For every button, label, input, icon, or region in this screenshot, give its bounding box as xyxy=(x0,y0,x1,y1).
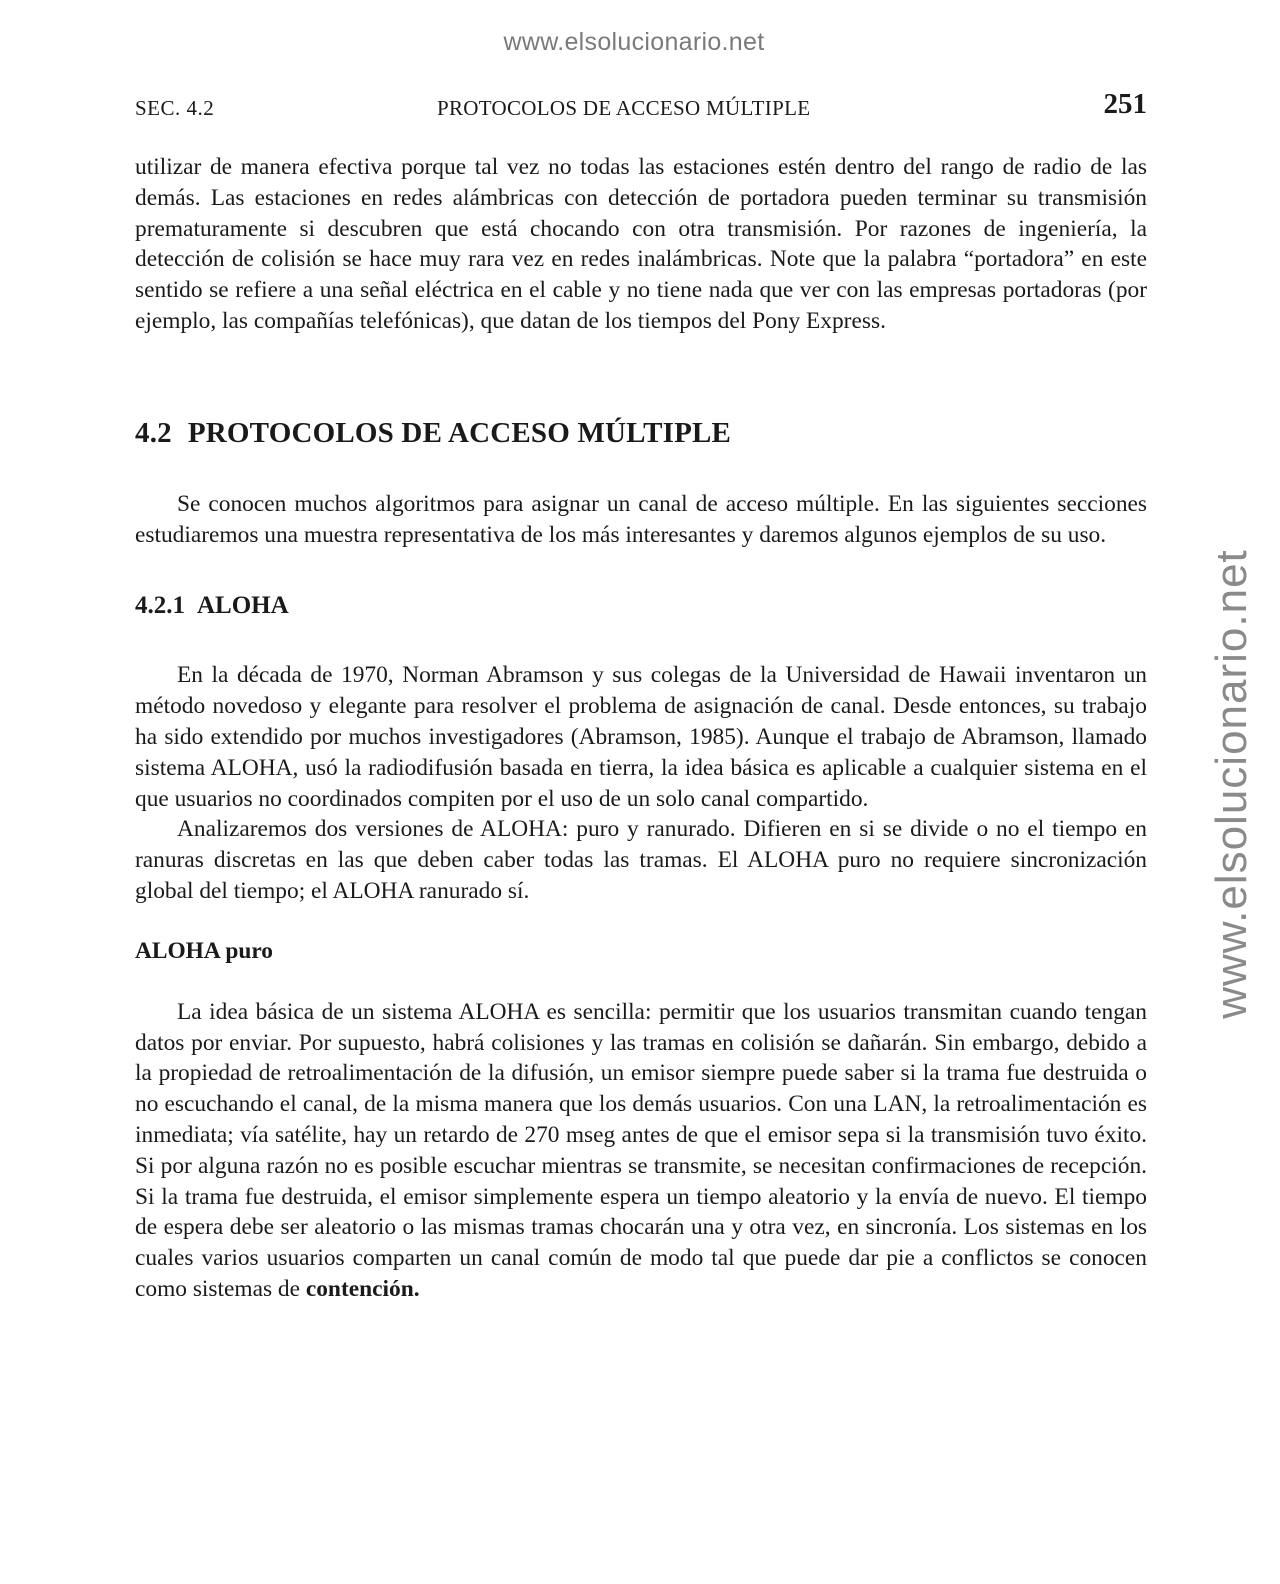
intro-paragraph: utilizar de manera efectiva porque tal vez no todas las estaciones estén dentro del rango de radio de las demás. Las estaciones en redes alámbricas con detección de portadora pueden terminar su transmisión prematuramente si descubren que está chocando con otra transmisión. Por razones de ingeniería, la detección de colisión se hace muy rara vez en redes inalámbricas. Note que la palabra “portadora” en este sentido se refiere a una señal eléctrica en el cable y no tiene nada que ver con las empresas portadoras (por ejemplo, las compañías telefónicas), que datan de los tiempos del Pony Express. xyxy=(135,154,1147,334)
aloha-paragraph-1: En la década de 1970, Norman Abramson y sus colegas de la Universidad de Hawaii inventaron un método novedoso y elegante para resolver el problema de asignación de canal. Desde entonces, su trabajo ha sido extendido por muchos investigadores (Abramson, 1985). Aunque el trabajo de Abramson, llamado sistema ALOHA, usó la radiodifusión basada en tierra, la idea básica es aplicable a cualquier sistema en el que usuarios no coordinados compiten por el uso de un solo canal compartido. xyxy=(135,662,1147,812)
watermark-side: www.elsolucionario.net xyxy=(1207,549,1256,1019)
term-contencion: contención. xyxy=(305,1275,420,1302)
running-head xyxy=(135,88,1147,124)
watermark-top: www.elsolucionario.net xyxy=(503,28,765,56)
running-head-title: PROTOCOLOS DE ACCESO MÚLTIPLE xyxy=(437,96,811,120)
aloha-puro-text: La idea básica de un sistema ALOHA es sencilla: permitir que los usuarios transmitan cuando tengan datos por enviar. Por supuesto, habrá colisiones y las tramas en colisión se dañarán. Sin embargo, debido a la propiedad de retroalimentación de la difusión, un emisor siempre puede saber si la trama fue destruida o no escuchando el canal, de la misma manera que los demás usuarios. Con una LAN, la retroalimentación es inmediata; vía satélite, hay un retardo de 270 mseg antes de que el emisor sepa si la transmisión tuvo éxito. Si por alguna razón no es posible escuchar mientras se transmite, se necesitan confirmaciones de recepción. Si la trama fue destruida, el emisor simplemente espera un tiempo aleatorio y la envía de nuevo. El tiempo de espera debe ser aleatorio o las mismas tramas chocarán una y otra vez, en sincronía. Los sistemas en los cuales varios usuarios comparten un canal común de modo tal que puede dar pie a conflictos se conocen como sistemas de xyxy=(135,998,1147,1302)
section-paragraph: Se conocen muchos algoritmos para asignar un canal de acceso múltiple. En las siguientes secciones estudiaremos una muestra representativa de los más interesantes y daremos algunos ejemplos de su uso. xyxy=(135,490,1147,548)
section-heading xyxy=(135,417,1147,450)
subsection-heading xyxy=(135,592,1147,620)
page-number: 251 xyxy=(1103,88,1147,120)
aloha-paragraph-2: Analizaremos dos versiones de ALOHA: puro y ranurado. Difieren en si se divide o no el tiempo en ranuras discretas en las que deben caber todas las tramas. El ALOHA puro no requiere sincronización global del tiempo; el ALOHA ranurado sí. xyxy=(135,816,1147,904)
aloha-puro-paragraph xyxy=(135,997,1147,1305)
section-title: PROTOCOLOS DE ACCESO MÚLTIPLE xyxy=(187,416,732,449)
running-head-section: SEC. 4.2 xyxy=(135,96,215,120)
subsection-title: ALOHA xyxy=(197,592,289,620)
subsubsection-heading: ALOHA puro xyxy=(135,937,274,964)
subsection-number: 4.2.1 xyxy=(135,592,185,620)
page-body xyxy=(135,152,1147,1305)
section-number: 4.2 xyxy=(135,416,172,449)
